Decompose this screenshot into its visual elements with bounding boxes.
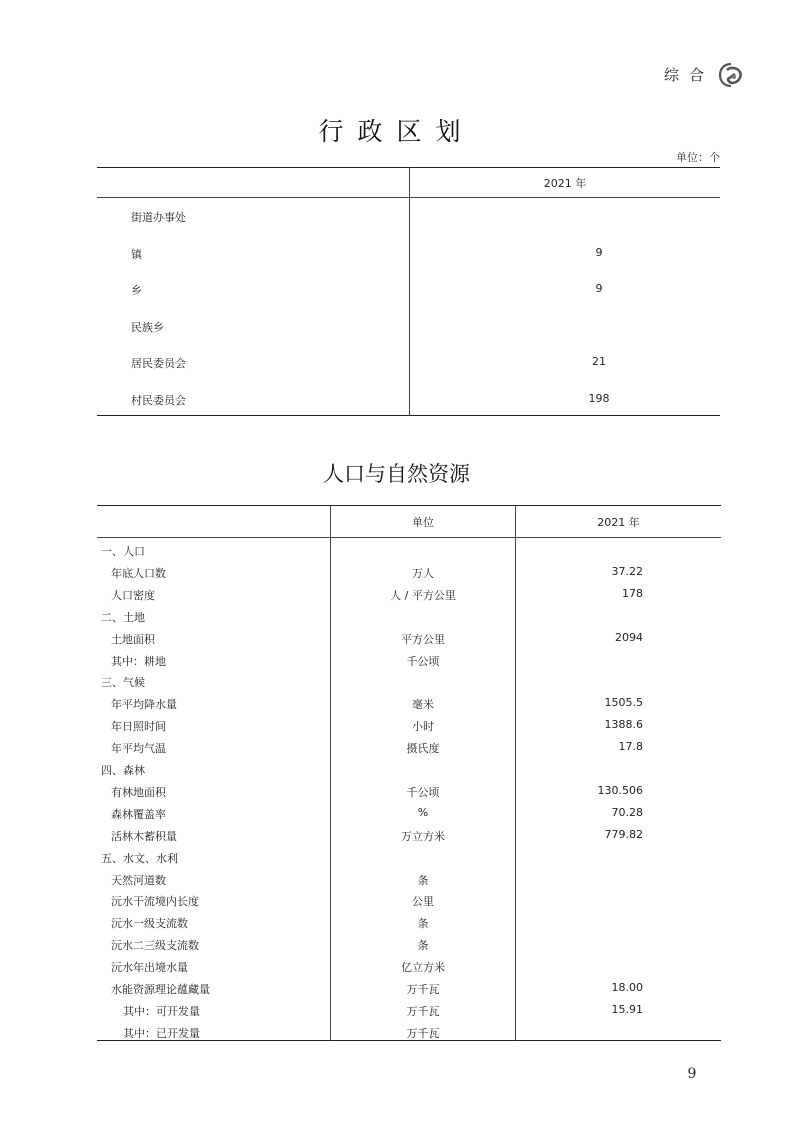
resource-table-row <box>0 1003 793 1025</box>
resource-table-row <box>0 806 793 828</box>
admin-row-label: 村民委员会 <box>131 394 186 407</box>
resource-row-unit: 万千瓦 <box>406 1005 440 1018</box>
resource-table-row <box>0 609 793 631</box>
resource-table-row <box>0 674 793 696</box>
resource-row-label: 一、人口 <box>101 545 145 558</box>
resource-table-row <box>0 653 793 675</box>
resource-row-unit: 毫米 <box>412 698 434 711</box>
resource-table-row <box>0 631 793 653</box>
resource-row-unit: 条 <box>417 874 429 887</box>
resource-row-label: 五、水文、水利 <box>101 852 178 865</box>
resource-table-top-rule <box>97 505 721 506</box>
admin-row-value: 9 <box>595 246 603 259</box>
admin-row-label: 居民委员会 <box>131 357 186 370</box>
resource-row-unit: 万千瓦 <box>406 983 440 996</box>
resource-table-row <box>0 850 793 872</box>
resource-row-value: 1505.5 <box>604 696 643 709</box>
resource-row-value: 130.506 <box>597 784 643 797</box>
resource-row-unit: 千公顷 <box>406 786 440 799</box>
resource-row-unit: 千公顷 <box>406 655 440 668</box>
resource-row-value: 17.8 <box>618 740 643 753</box>
resource-row-unit: 条 <box>417 917 429 930</box>
admin-row-label: 街道办事处 <box>131 211 186 224</box>
resource-table-row <box>0 1025 793 1047</box>
resource-row-unit: 小时 <box>412 720 434 733</box>
resource-row-label: 三、气候 <box>101 676 145 689</box>
resource-row-value: 37.22 <box>611 565 643 578</box>
resource-row-label: 土地面积 <box>111 633 155 646</box>
section-logo-icon <box>718 62 744 88</box>
resource-row-label: 其中：已开发量 <box>123 1027 200 1040</box>
resource-row-label: 年底人口数 <box>111 567 166 580</box>
resource-table-row <box>0 872 793 894</box>
resource-table-row <box>0 565 793 587</box>
resource-row-value: 18.00 <box>611 981 643 994</box>
resource-table-header-unit: 单位 <box>412 516 434 529</box>
resource-table-header-rule <box>97 537 721 538</box>
resource-row-label: 四、森林 <box>101 764 145 777</box>
resource-row-unit: 平方公里 <box>401 633 445 646</box>
admin-table-title: 行政区划 <box>318 117 475 146</box>
resource-row-value: 70.28 <box>611 806 643 819</box>
resource-row-unit: 公里 <box>412 895 434 908</box>
admin-row-value: 21 <box>592 355 606 368</box>
resource-table-row <box>0 740 793 762</box>
resource-row-label: 水能资源理论蕴藏量 <box>111 983 210 996</box>
admin-table-unit-note: 单位：个 <box>676 151 720 164</box>
resource-row-label: 年平均气温 <box>111 742 166 755</box>
resource-row-label: 有林地面积 <box>111 786 166 799</box>
resource-table-row <box>0 959 793 981</box>
resource-table-title: 人口与自然资源 <box>323 462 470 486</box>
resource-row-label: 二、土地 <box>101 611 145 624</box>
admin-row-value: 198 <box>588 392 610 405</box>
resource-row-unit: 万千瓦 <box>406 1027 440 1040</box>
resource-table-row <box>0 915 793 937</box>
resource-table-row <box>0 893 793 915</box>
resource-row-label: 年日照时间 <box>111 720 166 733</box>
resource-row-unit: 摄氏度 <box>406 742 440 755</box>
resource-table-row <box>0 587 793 609</box>
resource-table-row <box>0 784 793 806</box>
resource-row-unit: % <box>417 806 429 819</box>
resource-row-value: 2094 <box>615 631 643 644</box>
resource-row-label: 天然河道数 <box>111 874 166 887</box>
resource-row-label: 年平均降水量 <box>111 698 177 711</box>
resource-row-value: 1388.6 <box>604 718 643 731</box>
resource-row-label: 其中：耕地 <box>111 655 166 668</box>
resource-table-row <box>0 696 793 718</box>
admin-row-label: 乡 <box>131 284 142 297</box>
resource-row-label: 活林木蓄积量 <box>111 830 177 843</box>
resource-row-label: 其中：可开发量 <box>123 1005 200 1018</box>
admin-row-value: 9 <box>595 282 603 295</box>
resource-row-value: 178 <box>622 587 643 600</box>
resource-row-unit: 万人 <box>412 567 434 580</box>
resource-row-label: 沅水一级支流数 <box>111 917 188 930</box>
resource-table-row <box>0 981 793 1003</box>
resource-row-unit: 万立方米 <box>401 830 445 843</box>
resource-row-label: 沅水年出境水量 <box>111 961 188 974</box>
resource-table-row <box>0 543 793 565</box>
resource-table-row <box>0 762 793 784</box>
resource-table-header-year: 2021 年 <box>597 516 640 529</box>
section-header: 综合 <box>664 66 715 84</box>
page-number: 9 <box>687 1066 697 1082</box>
admin-row-label: 镇 <box>131 248 142 261</box>
resource-row-label: 人口密度 <box>111 589 155 602</box>
resource-row-unit: 人 / 平方公里 <box>390 589 456 602</box>
resource-row-label: 沅水二三级支流数 <box>111 939 199 952</box>
resource-table-row <box>0 718 793 740</box>
resource-row-label: 沅水干流境内长度 <box>111 895 199 908</box>
admin-table-column-header: 2021 年 <box>543 177 587 190</box>
resource-row-value: 15.91 <box>611 1003 643 1016</box>
resource-table-row <box>0 937 793 959</box>
resource-table-row <box>0 828 793 850</box>
resource-row-unit: 亿立方米 <box>401 961 445 974</box>
resource-row-unit: 条 <box>417 939 429 952</box>
admin-row-label: 民族乡 <box>131 321 164 334</box>
resource-row-value: 779.82 <box>604 828 643 841</box>
resource-row-label: 森林覆盖率 <box>111 808 166 821</box>
